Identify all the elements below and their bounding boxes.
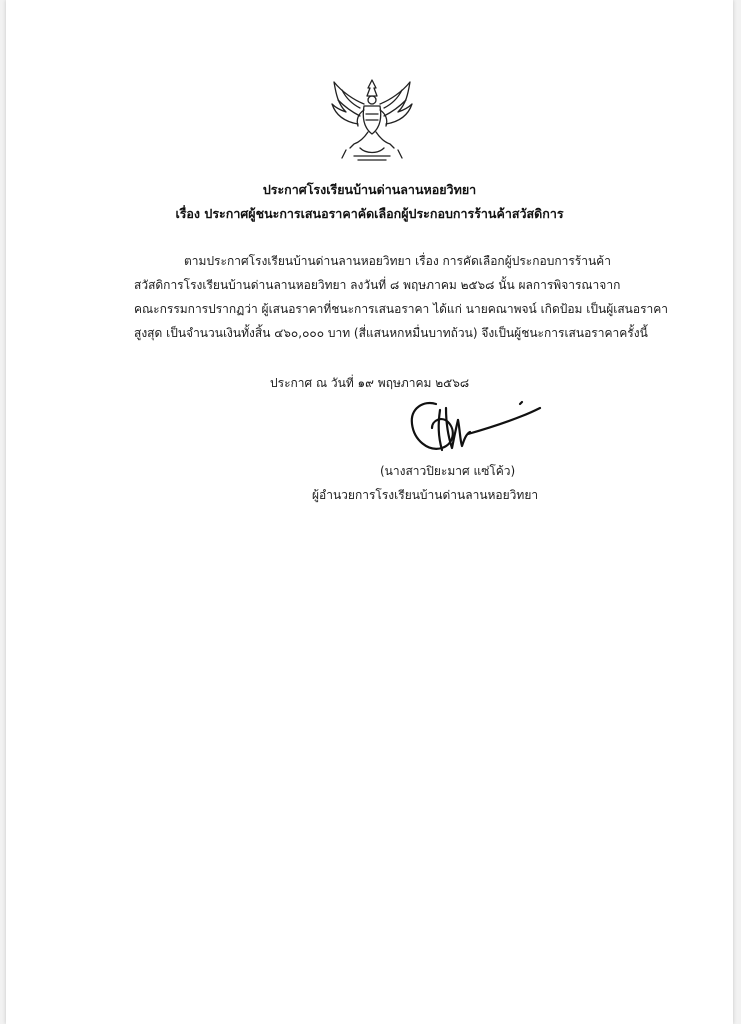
document-title: ประกาศโรงเรียนบ้านด่านลานหอยวิทยา: [262, 182, 477, 197]
document-subject: เรื่อง ประกาศผู้ชนะการเสนอราคาคัดเลือกผู้ประกอบการร้านค้าสวัสดิการ: [175, 206, 564, 221]
document-page: [6, 0, 733, 1024]
signer-position: ผู้อำนวยการโรงเรียนบ้านด่านลานหอยวิทยา: [312, 488, 539, 502]
handwritten-signature-icon: [402, 390, 552, 460]
garuda-emblem-icon: [324, 74, 420, 164]
announce-date: ประกาศ ณ วันที่ ๑๙ พฤษภาคม ๒๕๖๘: [270, 376, 470, 390]
body-line-4: สูงสุด เป็นจำนวนเงินทั้งสิ้น ๔๖๐,๐๐๐ บาท (สี่แสนหกหมื่นบาทถ้วน) จึงเป็นผู้ชนะการเสนอราคาครั้งนี้: [134, 326, 648, 340]
signer-name: (นางสาวปิยะมาศ แซ่โค้ว): [380, 464, 516, 478]
body-line-1: ตามประกาศโรงเรียนบ้านด่านลานหอยวิทยา เรื่อง การคัดเลือกผู้ประกอบการร้านค้า: [184, 254, 611, 268]
body-line-3: คณะกรรมการปรากฏว่า ผู้เสนอราคาที่ชนะการเสนอราคา ได้แก่ นายคณาพจน์ เกิดป้อม เป็นผู้เสนอราคา: [134, 302, 669, 316]
body-line-2: สวัสดิการโรงเรียนบ้านด่านลานหอยวิทยา ลงวันที่ ๘ พฤษภาคม ๒๕๖๘ นั้น ผลการพิจารณาจาก: [134, 278, 621, 292]
